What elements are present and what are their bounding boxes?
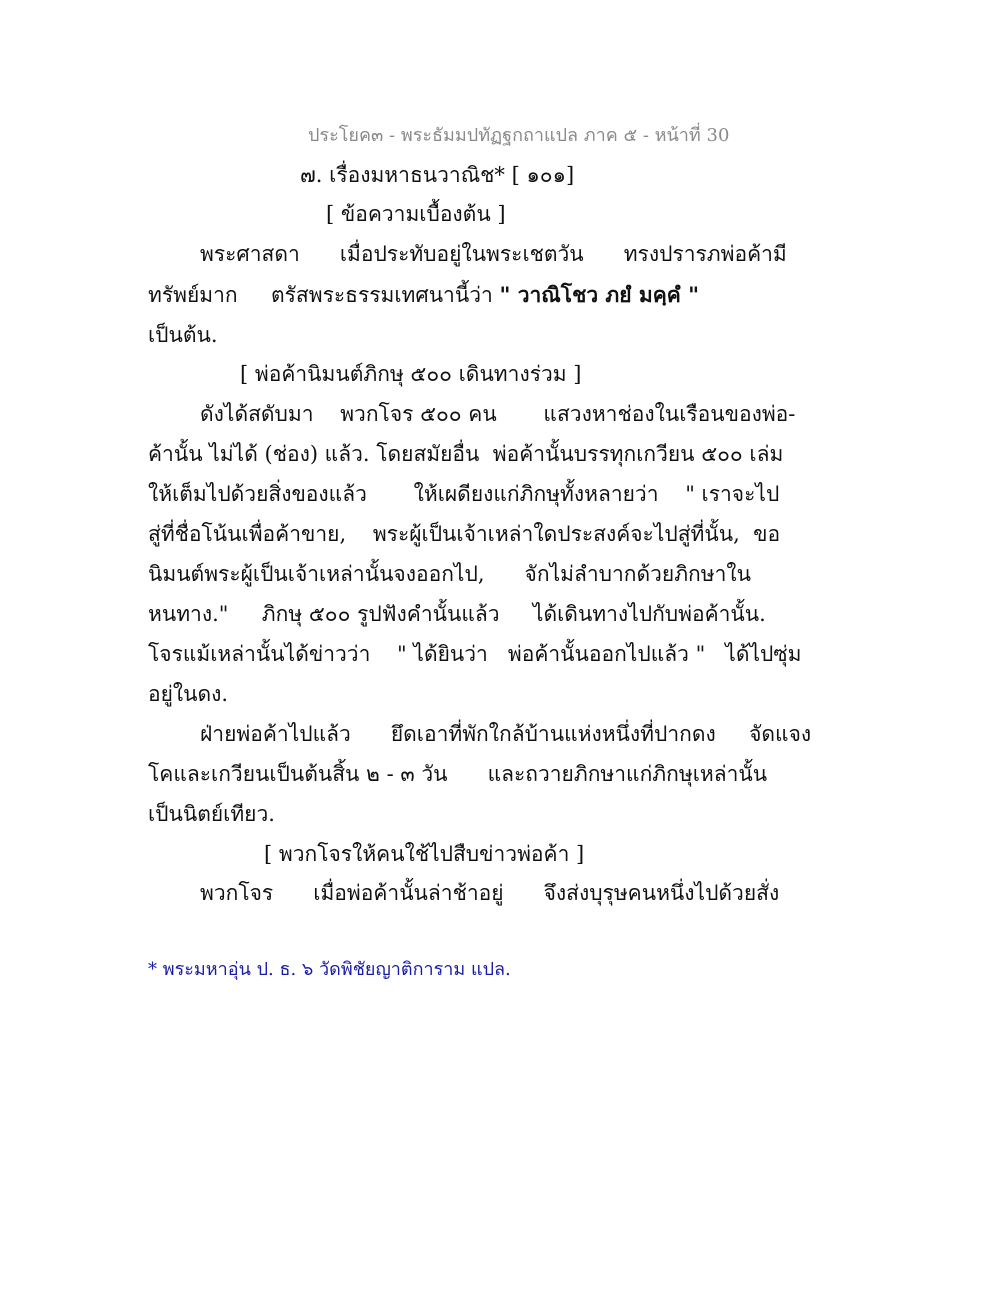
paragraph-line: พวกโจร เมื่อพ่อค้านั้นล่าช้าอยู่ จึงส่งบุรุษคนหนึ่งไปด้วยสั่ง (200, 881, 780, 905)
page-header: ประโยค๓ - พระธัมมปทัฏฐกถาแปล ภาค ๕ - หน้าที่ 30 (308, 125, 730, 146)
paragraph-line (148, 281, 699, 309)
paragraph-line: ฝ่ายพ่อค้าไปแล้ว ยึดเอาที่พักใกล้บ้านแห่งหนึ่งที่ปากดง จัดแจง (200, 722, 812, 746)
footnote: * พระมหาอุ่น ป. ธ. ๖ วัดพิชัยญาติการาม แปล. (148, 959, 511, 980)
paragraph-line: นิมนต์พระผู้เป็นเจ้าเหล่านั้นจงออกไป, จักไม่ลำบากด้วยภิกษาใน (148, 562, 752, 586)
paragraph-line: ค้านั้น ไม่ได้ (ช่อง) แล้ว. โดยสมัยอื่น พ่อค้านั้นบรรทุกเกวียน ๕๐๐ เล่ม (148, 442, 784, 466)
story-title: ๗. เรื่องมหาธนวาณิช* [ ๑๐๑] (300, 163, 575, 187)
section-heading-spy: [ พวกโจรให้คนใช้ไปสืบข่าวพ่อค้า ] (264, 842, 585, 866)
paragraph-line: ให้เต็มไปด้วยสิ่งของแล้ว ให้เผดียงแก่ภิกษุทั้งหลายว่า " เราจะไป (148, 482, 780, 506)
paragraph-line: โคและเกวียนเป็นต้นสิ้น ๒ - ๓ วัน และถวายภิกษาแก่ภิกษุเหล่านั้น (148, 762, 768, 786)
paragraph-line: อยู่ในดง. (148, 682, 229, 706)
paragraph-line: โจรแม้เหล่านั้นได้ข่าวว่า " ได้ยินว่า พ่อค้านั้นออกไปแล้ว " ได้ไปซุ่ม (148, 642, 802, 666)
text-run: ทรัพย์มาก ตรัสพระธรรมเทศนานี้ว่า (148, 283, 500, 307)
section-heading-intro: [ ข้อความเบื้องต้น ] (326, 202, 506, 226)
paragraph-line: พระศาสดา เมื่อประทับอยู่ในพระเชตวัน ทรงปรารภพ่อค้ามี (200, 242, 787, 266)
paragraph-line: สู่ที่ชื่อโน้นเพื่อค้าขาย, พระผู้เป็นเจ้าเหล่าใดประสงค์จะไปสู่ที่นั้น, ขอ (148, 522, 781, 546)
paragraph-line: เป็นต้น. (148, 323, 218, 347)
paragraph-line: เป็นนิตย์เทียว. (148, 802, 275, 826)
section-heading-invitation: [ พ่อค้านิมนต์ภิกษุ ๕๐๐ เดินทางร่วม ] (240, 362, 582, 386)
paragraph-line: ดังได้สดับมา พวกโจร ๕๐๐ คน แสวงหาช่องในเรือนของพ่อ- (200, 402, 796, 426)
paragraph-line: หนทาง." ภิกษุ ๕๐๐ รูปฟังคำนั้นแล้ว ได้เดินทางไปกับพ่อค้านั้น. (148, 602, 766, 626)
pali-quote: " วาณิโชว ภยํ มคฺคํ " (499, 282, 700, 307)
